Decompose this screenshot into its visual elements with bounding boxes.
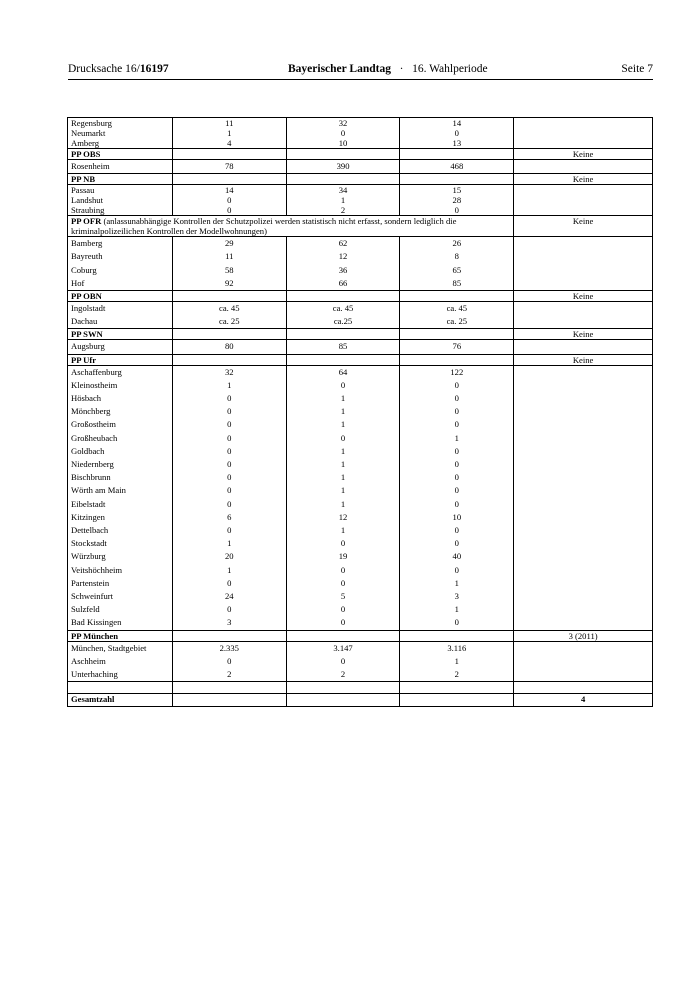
table-row: Coburg 58 36 65 bbox=[68, 264, 653, 277]
table-row: Dachau ca. 25 ca.25 ca. 25 bbox=[68, 315, 653, 329]
table-row: Unterhaching 2 2 2 bbox=[68, 668, 653, 682]
value-cell: 34 1 2 bbox=[286, 185, 400, 216]
table-row: Schweinfurt 24 5 3 bbox=[68, 590, 653, 603]
city-cell: Passau Landshut Straubing bbox=[68, 185, 173, 216]
page-header bbox=[68, 63, 653, 80]
table-row-group-nb bbox=[68, 185, 653, 216]
table-row-group-opf bbox=[68, 118, 653, 149]
table-row: Stockstadt 1 0 0 bbox=[68, 537, 653, 550]
document-number: Drucksache 16/16197 bbox=[68, 63, 169, 75]
table-row: Hof 92 66 85 bbox=[68, 277, 653, 291]
section-header-ufr: PP Ufr Keine bbox=[68, 354, 653, 365]
table-row: Sulzfeld 0 0 1 bbox=[68, 603, 653, 616]
value-cell: 32 0 10 bbox=[286, 118, 400, 149]
inspection-table bbox=[67, 117, 653, 707]
table-row: Veitshöchheim 1 0 0 bbox=[68, 564, 653, 577]
table-row: Kleinostheim 1 0 0 bbox=[68, 379, 653, 392]
table-row: Aschheim 0 0 1 bbox=[68, 655, 653, 668]
value-cell: 15 28 0 bbox=[400, 185, 514, 216]
note-cell bbox=[514, 118, 653, 149]
table-row: Niedernberg 0 1 0 bbox=[68, 458, 653, 471]
section-header-obn: PP OBN Keine bbox=[68, 291, 653, 302]
section-header-nb: PP NB Keine bbox=[68, 174, 653, 185]
parliament-title: Bayerischer Landtag · 16. Wahlperiode bbox=[288, 63, 488, 75]
table-row: Kitzingen 6 12 10 bbox=[68, 511, 653, 524]
section-header-obs: PP OBS Keine bbox=[68, 149, 653, 160]
value-cell: 14 0 0 bbox=[172, 185, 286, 216]
table-row: München, Stadtgebiet 2.335 3.147 3.116 bbox=[68, 641, 653, 655]
table-row: Dettelbach 0 1 0 bbox=[68, 524, 653, 537]
section-header-muenchen: PP München 3 (2011) bbox=[68, 630, 653, 641]
table-row: Bischbrunn 0 1 0 bbox=[68, 471, 653, 484]
table-row: Partenstein 0 0 1 bbox=[68, 577, 653, 590]
city-cell: Regensburg Neumarkt Amberg bbox=[68, 118, 173, 149]
table-row: Bad Kissingen 3 0 0 bbox=[68, 616, 653, 630]
total-row: Gesamtzahl 4 bbox=[68, 694, 653, 707]
table-row: Goldbach 0 1 0 bbox=[68, 445, 653, 458]
value-cell: 11 1 4 bbox=[172, 118, 286, 149]
table-row: Rosenheim 78 390 468 bbox=[68, 160, 653, 174]
table-row: Bayreuth 11 12 8 bbox=[68, 250, 653, 263]
table-row: Augsburg 80 85 76 bbox=[68, 340, 653, 354]
section-header-swn: PP SWN Keine bbox=[68, 329, 653, 340]
table-row: Würzburg 20 19 40 bbox=[68, 550, 653, 563]
table-row: Großostheim 0 1 0 bbox=[68, 418, 653, 431]
table-row: Eibelstadt 0 1 0 bbox=[68, 498, 653, 511]
blank-row bbox=[68, 682, 653, 694]
table-row: Mönchberg 0 1 0 bbox=[68, 405, 653, 418]
value-cell: 14 0 13 bbox=[400, 118, 514, 149]
page-number: Seite 7 bbox=[621, 63, 653, 75]
table-row: Ingolstadt ca. 45 ca. 45 ca. 45 bbox=[68, 302, 653, 316]
table-row: Aschaffenburg 32 64 122 bbox=[68, 365, 653, 379]
table-row: Hösbach 0 1 0 bbox=[68, 392, 653, 405]
table-row: Wörth am Main 0 1 0 bbox=[68, 484, 653, 497]
table-row: Bamberg 29 62 26 bbox=[68, 237, 653, 251]
table-row: Großheubach 0 0 1 bbox=[68, 432, 653, 445]
section-header-ofr: PP OFR (anlassunabhängige Kontrollen der Schutzpolizei werden statistisch nicht erfasst, sondern lediglich die kriminalpolizeilichen Kontrollen der Modellwohnungen) Keine bbox=[68, 216, 653, 237]
